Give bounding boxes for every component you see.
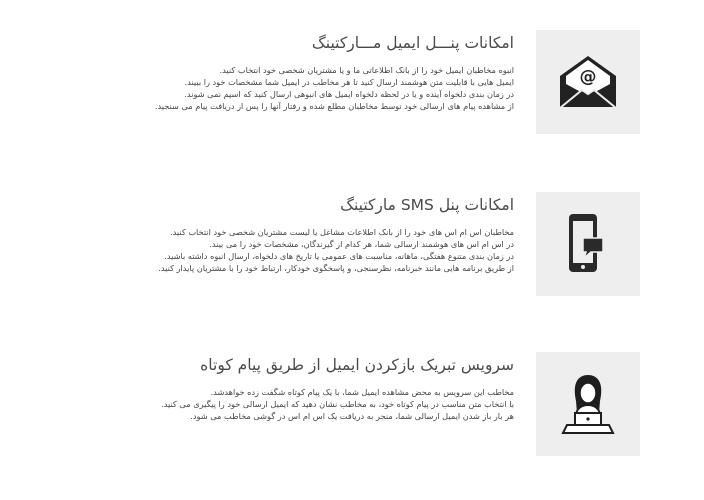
feature-line: در اس ام اس های هوشمند ارسالی شما، هر کدام از گیرندگان، مشخصات خود را می بیند.	[209, 239, 514, 249]
feature-email-marketing	[0, 30, 704, 136]
feature-title: سرویس تبریک بازکردن ایمیل از طریق پیام کوتاه	[200, 356, 514, 374]
feature-line: انبوه مخاطبان ایمیل خود را از بانک اطلاعاتی ما و یا مشتریان شخصی خود انتخاب کنید.	[219, 65, 514, 75]
email-icon-box	[536, 30, 640, 134]
feature-line: با انتخاب متن مناسب در پیام کوتاه خود، به مخاطب نشان دهید که ایمیل ارسالی خود را پیگیری می کنید.	[161, 399, 514, 409]
mobile-message-icon	[563, 212, 613, 276]
support-agent-icon	[555, 371, 621, 437]
feature-title: امکانات پنـــل ایمیل مـــارکتینگ	[311, 34, 514, 52]
feature-line: در زمان بندی دلخواه آینده و یا در لحظه دلخواه ایمیل های انبوهی ارسال کنید که اسپم نمی شوند.	[184, 89, 514, 99]
feature-line: از طریق برنامه هایی مانند خبرنامه، نظرسنجی، و پاسخگوی خودکار، ارتباط خود را با مشتریان پایدار کنید.	[158, 263, 514, 273]
feature-line: ایمیل هایی با قابلیت متن هوشمند ارسال کنید تا هر مخاطب در ایمیل شما مشخصات خود را ببیند.	[184, 77, 514, 87]
feature-email-open-greeting	[0, 352, 704, 458]
feature-line: از مشاهده پیام های ارسالی خود توسط مخاطبان مطلع شده و رفتار آنها را پس از دریافت پیام می سنجید.	[154, 101, 514, 111]
greeting-icon-box	[536, 352, 640, 456]
feature-line: مخاطبان اس ام اس های خود را از بانک اطلاعات مشاغل یا لیست مشتریان شخصی خود انتخاب کنید.	[169, 227, 514, 237]
feature-line: در زمان بندی متنوع هفتگی، ماهانه، مناسبت های عمومی یا تاریخ های دلخواه، ارسال انبوه داشته باشید.	[164, 251, 514, 261]
sms-icon-box	[536, 192, 640, 296]
feature-line: مخاطب این سرویس به محض مشاهده ایمیل شما، با یک پیام کوتاه شگفت زده خواهدشد.	[210, 387, 514, 397]
feature-sms-marketing	[0, 192, 704, 298]
envelope-icon	[556, 54, 620, 110]
feature-title: امکانات پنل SMS مارکتینگ	[340, 196, 514, 214]
svg-text:@: @	[579, 67, 597, 87]
feature-line: هر بار باز شدن ایمیل ارسالی شما، منجر به دریافت یک اس ام اس در گوشی مخاطب می شود.	[190, 411, 514, 421]
